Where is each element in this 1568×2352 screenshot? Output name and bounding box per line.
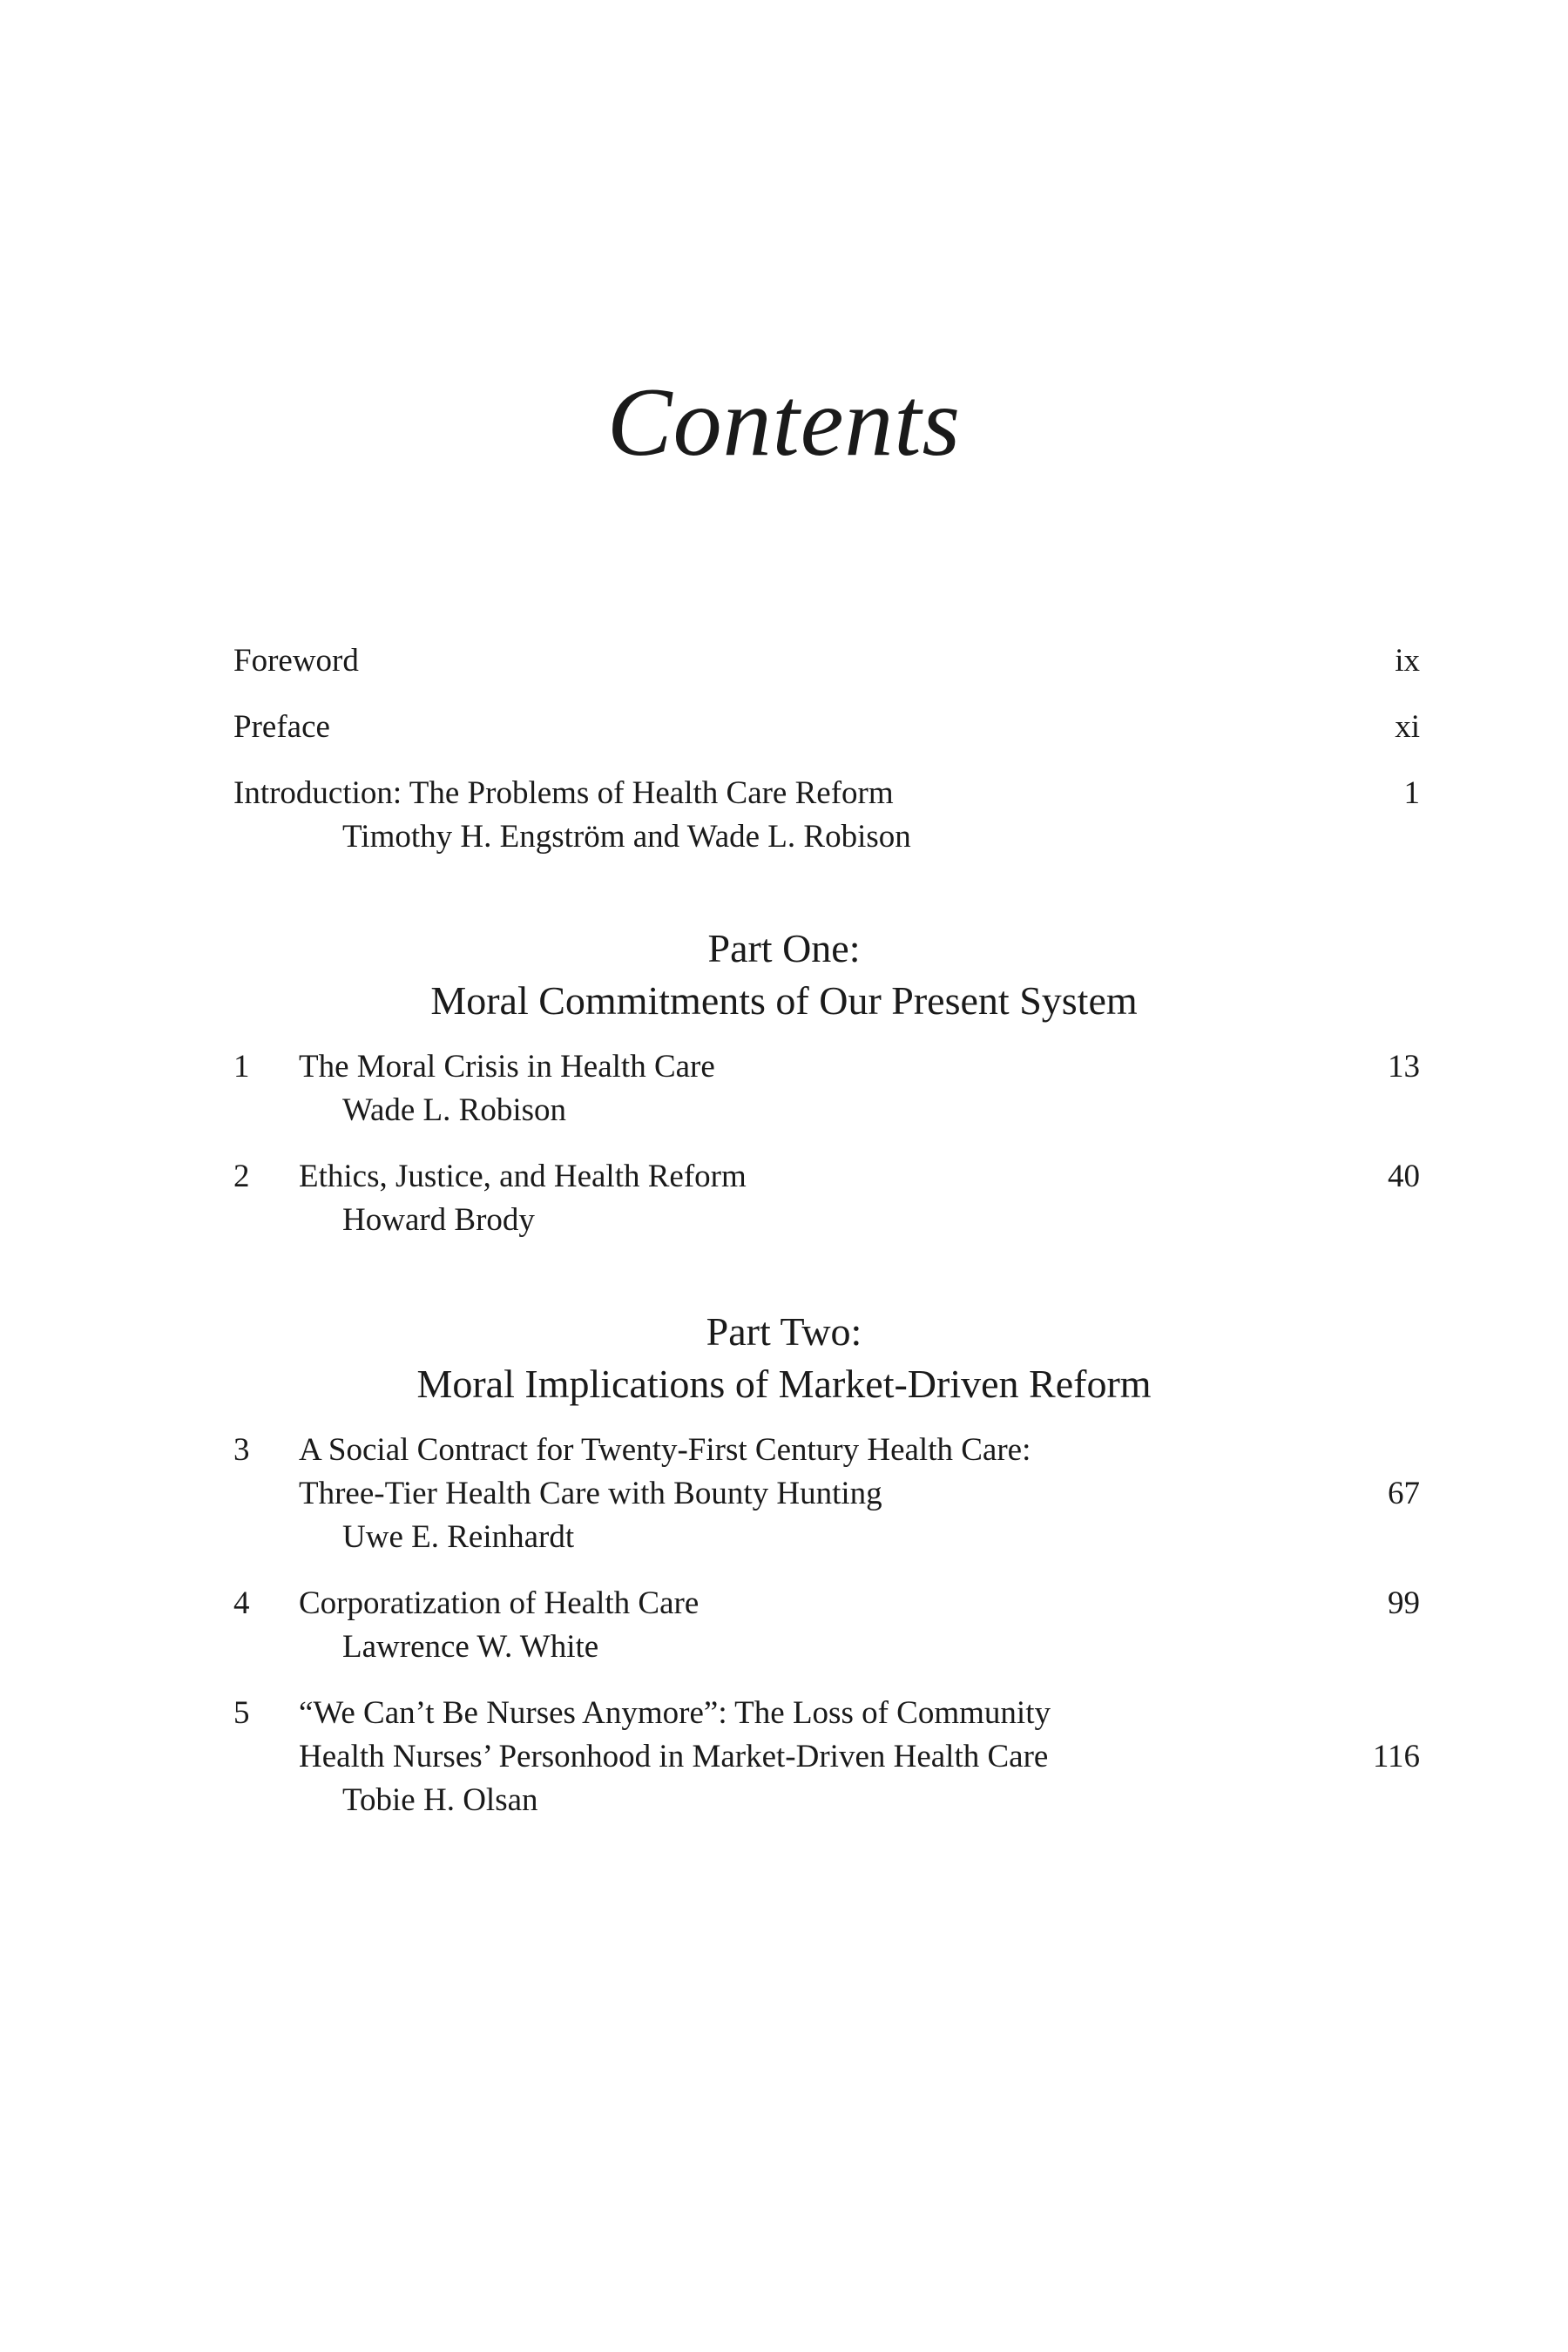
chapter-title: A Social Contract for Twenty-First Century Health Care: <box>299 1432 1031 1468</box>
chapter-title: “We Can’t Be Nurses Anymore”: The Loss of Community <box>299 1695 1051 1731</box>
toc-chapter-5-line-2[interactable] <box>0 1735 1568 1779</box>
toc-entry-preface[interactable] <box>0 706 1568 749</box>
page-title: Contents <box>606 368 962 476</box>
toc-chapter-author-line <box>0 1089 1568 1132</box>
chapter-number: 2 <box>233 1159 250 1194</box>
chapter-title: The Moral Crisis in Health Care <box>299 1049 715 1085</box>
toc-page-number: 40 <box>1388 1159 1420 1194</box>
toc-page-number: xi <box>1395 709 1420 745</box>
toc-entry-title: Introduction: The Problems of Health Care Reform <box>233 775 894 811</box>
chapter-title: Ethics, Justice, and Health Reform <box>299 1159 747 1194</box>
toc-entry-title: Preface <box>233 709 330 745</box>
toc-chapter-4[interactable] <box>0 1582 1568 1625</box>
toc-chapter-author-line <box>0 1199 1568 1242</box>
toc-page-number: 13 <box>1388 1049 1420 1085</box>
chapter-author: Howard Brody <box>342 1202 535 1238</box>
chapter-number: 5 <box>233 1695 250 1731</box>
toc-entry-author: Timothy H. Engström and Wade L. Robison <box>342 819 911 855</box>
toc-chapter-5[interactable] <box>0 1692 1568 1735</box>
toc-page-number: 1 <box>1403 775 1420 811</box>
toc-page-number: ix <box>1395 643 1420 679</box>
toc-entry-title: Foreword <box>233 643 359 679</box>
toc-page-number: 116 <box>1372 1739 1420 1774</box>
part-two-label: Part Two: <box>706 1309 862 1354</box>
chapter-number: 1 <box>233 1049 250 1085</box>
part-one-title: Moral Commitments of Our Present System <box>430 978 1138 1023</box>
chapter-author: Lawrence W. White <box>342 1629 599 1665</box>
chapter-number: 4 <box>233 1585 250 1621</box>
part-one-label: Part One: <box>707 926 861 970</box>
toc-chapter-3-line-2[interactable] <box>0 1472 1568 1516</box>
chapter-author: Tobie H. Olsan <box>342 1782 538 1818</box>
chapter-author: Wade L. Robison <box>342 1092 567 1128</box>
toc-entry-introduction[interactable] <box>0 772 1568 815</box>
chapter-title-continued: Health Nurses’ Personhood in Market-Driven Health Care <box>299 1739 1049 1774</box>
toc-chapter-author-line <box>0 1516 1568 1559</box>
chapter-title-continued: Three-Tier Health Care with Bounty Hunting <box>299 1476 882 1511</box>
toc-chapter-2[interactable] <box>0 1155 1568 1199</box>
chapter-author: Uwe E. Reinhardt <box>342 1519 575 1555</box>
toc-chapter-author-line <box>0 1779 1568 1822</box>
toc-entry-author-line <box>0 815 1568 859</box>
chapter-number: 3 <box>233 1432 250 1468</box>
part-two-title: Moral Implications of Market-Driven Reform <box>416 1362 1152 1406</box>
toc-chapter-3[interactable] <box>0 1429 1568 1472</box>
toc-entry-foreword[interactable] <box>0 639 1568 683</box>
toc-chapter-1[interactable] <box>0 1045 1568 1089</box>
toc-page-number: 67 <box>1388 1476 1420 1511</box>
toc-page-number: 99 <box>1388 1585 1420 1621</box>
toc-chapter-author-line <box>0 1625 1568 1669</box>
chapter-title: Corporatization of Health Care <box>299 1585 700 1621</box>
